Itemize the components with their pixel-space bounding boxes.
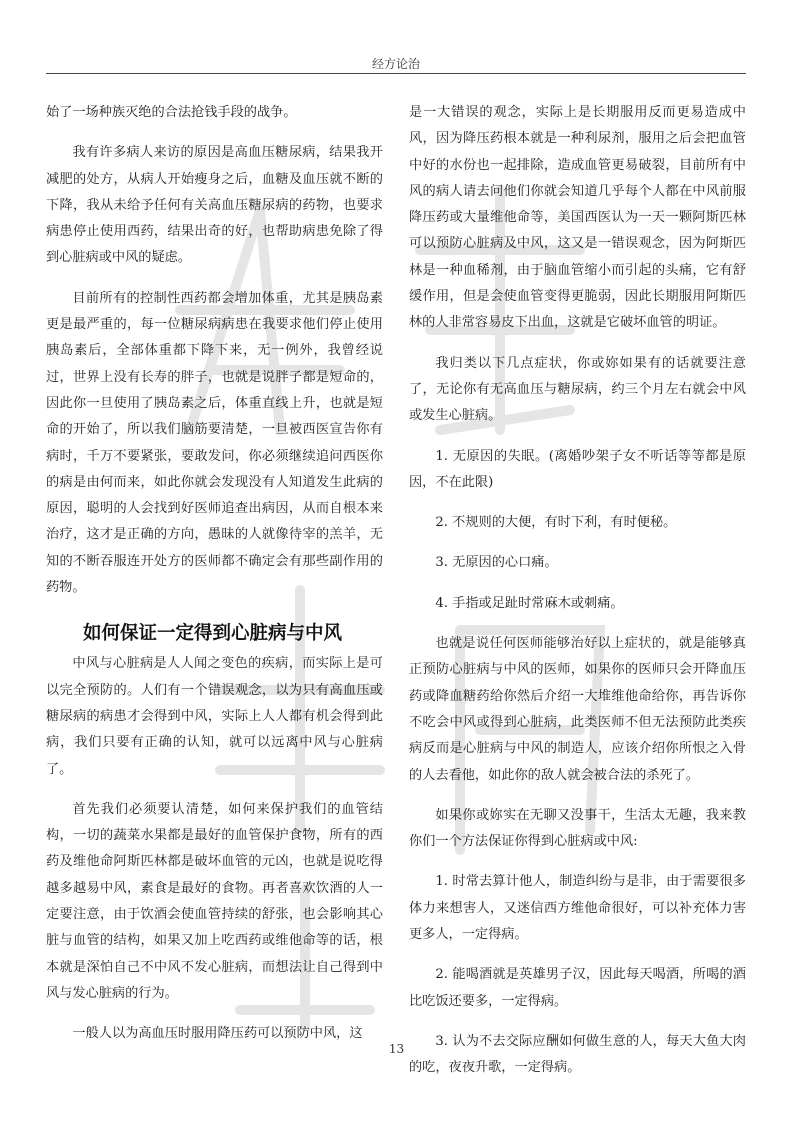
paragraph: 目前所有的控制性西药都会增加体重，尤其是胰岛素更是最严重的，每一位糖尿病病患在我要求他们停止使用胰岛素后，全部体重都下降下来，无一例外，我曾经说过，世界上没有长寿的胖子，也就是说胖子都是短命的，因此你一旦使用了胰岛素之后，体重直线上升，也就是短命的开始了，所以我们脑筋要清楚，一旦被西医宣告你有病时，千万不要紧张，要敢发问，你必须继续追问西医你的病是由何而来，如此你就会发现没有人知道发生此病的原因，聪明的人会找到好医师追查出病因，从而自根本来治疗，这才是正确的方向，愚昧的人就像待宰的羔羊，无知的不断吞服连开处方的医师都不确定会有那些副作用的药物。 xyxy=(46,290,383,596)
page-number: 13 xyxy=(388,1042,405,1056)
paragraph: 如果你或妳实在无聊又没事干，生活太无趣，我来教你们一个方法保证你得到心脏病或中风: xyxy=(409,807,746,850)
right-column xyxy=(409,100,746,1082)
paragraph: 中风与心脏病是人人闻之变色的疾病，而实际上是可以完全预防的。人们有一个错误观念，以为只有高血压或糖尿病的病患才会得到中风，实际上人人都有机会得到此病，我们只要有正确的认知，就可以远离中风与心脏病了。 xyxy=(46,656,383,777)
list-item: 1. 时常去算计他人，制造纠纷与是非，由于需要很多体力来想害人，又迷信西方维他命很好，可以补充体力害更多人，一定得病。 xyxy=(409,874,746,943)
running-header: 经方论治 xyxy=(371,57,420,71)
list-item: 3. 认为不去交际应酬如何做生意的人，每天大鱼大肉的吃，夜夜升歌，一定得病。 xyxy=(409,1033,746,1076)
list-item: 2. 能喝酒就是英雄男子汉，因此每天喝酒，所喝的酒比吃饭还要多，一定得病。 xyxy=(409,967,746,1009)
list-item: 4. 手指或足趾时常麻木或刺痛。 xyxy=(435,595,624,611)
paragraph: 也就是说任何医师能够治好以上症状的，就是能够真正预防心脏病与中风的医师，如果你的医师只会开降血压药或降血糖药给你然后介绍一大堆维他命给你，再告诉你不吃会中风或得到心脏病，此类医师不但无法预防此类疾病反而是心脏病与中风的制造人，应该介绍你所恨之入骨的人去看他，如此你的敌人就会被合法的杀死了。 xyxy=(409,636,746,783)
header-rule xyxy=(46,73,746,74)
paragraph: 一般人以为高血压时服用降压药可以预防中风，这 xyxy=(72,1026,363,1042)
list-item: 2. 不规则的大便，有时下利，有时便秘。 xyxy=(435,515,677,531)
section-heading: 如何保证一定得到心脏病与中风 xyxy=(83,623,343,645)
paragraph: 首先我们必须要认清楚，如何来保护我们的血管结构，一切的蔬菜水果都是最好的血管保护食物，所有的西药及维他命阿斯匹林都是破坏血管的元凶，也就是说吃得越多越易中风，素食是最好的食物。再者喜欢饮酒的人一定要注意，由于饮酒会使血管持续的舒张，也会影响其心脏与血管的结构，如果又加上吃西药或维他命等的话，根本就是深怕自己不中风不发心脏病，而想法让自己得到中风与发心脏病的行为。 xyxy=(46,801,383,1001)
paragraph: 我归类以下几点症状，你或妳如果有的话就要注意了，无论你有无高血压与糖尿病，约三个月左右就会中风或发生心脏病。 xyxy=(409,355,746,424)
list-item: 3. 无原因的心口痛。 xyxy=(435,555,558,571)
paragraph: 我有许多病人来访的原因是高血压糖尿病，结果我开减肥的处方，从病人开始瘦身之后，血糖及血压就不断的下降，我从未给予任何有关高血压糖尿病的药物，也要求病患停止使用西药，结果出奇的好，也帮助病患免除了得到心脏病或中风的疑虑。 xyxy=(46,145,383,266)
left-column xyxy=(46,100,383,1048)
paragraph: 始了一场种族灭绝的合法抢钱手段的战争。 xyxy=(46,105,297,120)
list-item: 1. 无原因的失眠。(离婚吵架子女不听话等等都是原因，不在此限) xyxy=(409,448,746,490)
paragraph: 是一大错误的观念，实际上是长期服用反而更易造成中风，因为降压药根本就是一种利尿剂，服用之后会把血管中好的水份也一起排除，造成血管更易破裂，目前所有中风的病人请去问他们你就会知道几乎每个人都在中风前服降压药或大量维他命等，美国西医认为一天一颗阿斯匹林可以预防心脏病及中风，这又是一错误观念，因为阿斯匹林是一种血稀剂，由于脑血管缩小而引起的头痛，它有舒缓作用，但是会使血管变得更脆弱，因此长期服用阿斯匹林的人非常容易皮下出血，这就是它破坏血管的明证。 xyxy=(409,105,746,331)
